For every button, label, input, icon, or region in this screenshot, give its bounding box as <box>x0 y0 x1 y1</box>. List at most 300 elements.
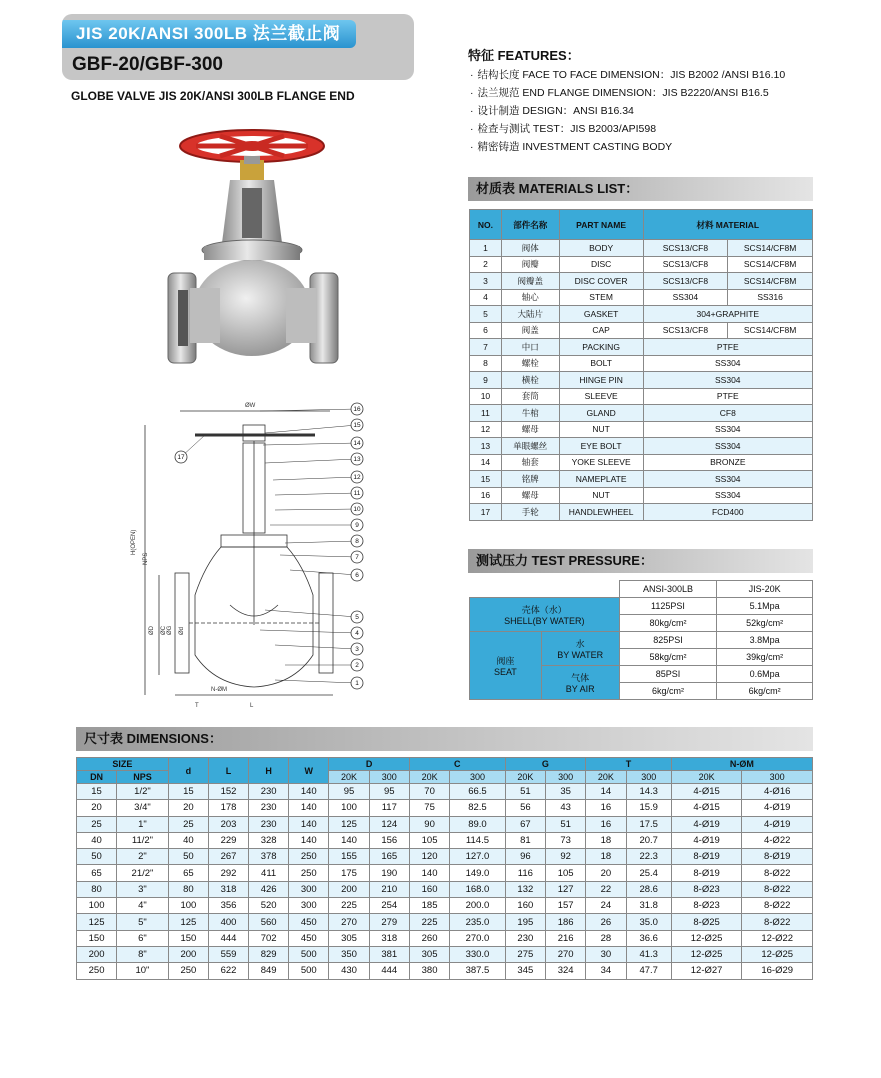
air-ansi-psi: 85PSI <box>619 666 717 683</box>
dim-cell: 100 <box>77 898 117 914</box>
dim-cell: 140 <box>289 832 329 848</box>
mat-material: PTFE <box>643 339 812 356</box>
dim-cell: 5" <box>117 914 169 930</box>
mat-part-name: BODY <box>559 240 643 257</box>
dim-cell: 28.6 <box>626 881 671 897</box>
dim-cell: 22 <box>586 881 626 897</box>
dim-cell: 51 <box>505 784 545 800</box>
mat-part-name: NUT <box>559 421 643 438</box>
mat-no: 13 <box>470 438 502 455</box>
col-w: W <box>289 758 329 784</box>
col-20k: 20K <box>586 771 626 784</box>
dim-cell: 849 <box>249 963 289 979</box>
dim-cell: 829 <box>249 946 289 962</box>
dim-cell: 1" <box>117 816 169 832</box>
dim-cell: 4-Ø19 <box>742 800 813 816</box>
col-l: L <box>208 758 248 784</box>
dim-cell: 125 <box>329 816 369 832</box>
dim-cell: 73 <box>546 832 586 848</box>
dim-cell: 127 <box>546 881 586 897</box>
dim-cell: 4" <box>117 898 169 914</box>
valve-photo <box>160 128 345 383</box>
dim-cell: 200.0 <box>450 898 505 914</box>
mat-part-name: PACKING <box>559 339 643 356</box>
water-ansi-kg: 58kg/cm² <box>619 649 717 666</box>
dim-cell: 400 <box>208 914 248 930</box>
col-20k: 20K <box>671 771 742 784</box>
table-row <box>470 355 813 372</box>
dim-cell: 8-Ø22 <box>742 898 813 914</box>
table-row <box>470 322 813 339</box>
dim-cell: 12-Ø22 <box>742 930 813 946</box>
dim-cell: 105 <box>409 832 449 848</box>
dim-cell: 250 <box>289 849 329 865</box>
dim-cell: 117 <box>369 800 409 816</box>
dim-cell: 50 <box>168 849 208 865</box>
dim-cell: 10" <box>117 963 169 979</box>
table-row <box>77 946 813 962</box>
col-h: H <box>249 758 289 784</box>
callout-number: 10 <box>353 506 361 514</box>
dim-cell: 3" <box>117 881 169 897</box>
mat-cn-name: 大陆片 <box>501 306 559 323</box>
feature-item: · 法兰规范 END FLANGE DIMENSION：JIS B2220/ANSI B16.5 <box>470 84 785 102</box>
callout-leader <box>265 459 357 463</box>
dim-cell: 28 <box>586 930 626 946</box>
shell-label: 壳体（水） SHELL(BY WATER) <box>470 598 620 632</box>
shell-ansi-psi: 1125PSI <box>619 598 717 615</box>
dim-cell: 12-Ø25 <box>742 946 813 962</box>
feature-item: · 设计制造 DESIGN：ANSI B16.34 <box>470 102 785 120</box>
dim-cell: 95 <box>369 784 409 800</box>
dim-cell: 430 <box>329 963 369 979</box>
dim-cell: 230 <box>249 816 289 832</box>
dim-cell: 20.7 <box>626 832 671 848</box>
dim-cell: 66.5 <box>450 784 505 800</box>
mat-material: SS304 <box>643 355 812 372</box>
mat-material: SCS14/CF8M <box>728 240 813 257</box>
mat-no: 4 <box>470 289 502 306</box>
dim-cell: 225 <box>409 914 449 930</box>
dim-cell: 8-Ø19 <box>671 849 742 865</box>
dim-cell: 345 <box>505 963 545 979</box>
dim-cell: 95 <box>329 784 369 800</box>
col-NM: N-ØM <box>671 758 812 771</box>
label-ow: ØW <box>245 403 256 409</box>
dim-cell: 124 <box>369 816 409 832</box>
dim-cell: 156 <box>369 832 409 848</box>
dim-cell: 12-Ø25 <box>671 946 742 962</box>
col-part: PART NAME <box>559 210 643 240</box>
dim-cell: 225 <box>329 898 369 914</box>
mat-material: SCS13/CF8 <box>643 273 728 290</box>
dim-cell: 90 <box>409 816 449 832</box>
dim-cell: 50 <box>77 849 117 865</box>
dim-cell: 67 <box>505 816 545 832</box>
table-row <box>470 421 813 438</box>
table-row <box>77 914 813 930</box>
dim-cell: 210 <box>369 881 409 897</box>
mat-cn-name: 轴心 <box>501 289 559 306</box>
dim-cell: 318 <box>369 930 409 946</box>
mat-material: CF8 <box>643 405 812 422</box>
dim-cell: 444 <box>208 930 248 946</box>
callout-leader <box>260 630 357 633</box>
mat-material: SS304 <box>643 438 812 455</box>
col-cn: 部件名称 <box>501 210 559 240</box>
dim-cell: 43 <box>546 800 586 816</box>
dim-cell: 559 <box>208 946 248 962</box>
mat-part-name: GASKET <box>559 306 643 323</box>
dim-cell: 203 <box>208 816 248 832</box>
dim-cell: 186 <box>546 914 586 930</box>
table-row <box>470 256 813 273</box>
col-20k: 20K <box>329 771 369 784</box>
callout-leader <box>265 425 357 433</box>
dim-cell: 51 <box>546 816 586 832</box>
dim-cell: 279 <box>369 914 409 930</box>
label-nm: N-ØM <box>211 687 227 693</box>
dim-cell: 356 <box>208 898 248 914</box>
dim-cell: 185 <box>409 898 449 914</box>
callout-number: 7 <box>355 554 359 562</box>
callout-leader <box>285 541 357 543</box>
col-20k: 20K <box>409 771 449 784</box>
mat-material: SS304 <box>643 372 812 389</box>
dim-cell: 8-Ø19 <box>742 849 813 865</box>
callout-leader <box>263 443 357 445</box>
dim-cell: 17.5 <box>626 816 671 832</box>
dim-cell: 31.8 <box>626 898 671 914</box>
dim-cell: 100 <box>329 800 369 816</box>
table-row <box>77 832 813 848</box>
mat-material: PTFE <box>643 388 812 405</box>
col-300: 300 <box>369 771 409 784</box>
callout-number: 6 <box>355 572 359 580</box>
product-subtitle: GLOBE VALVE JIS 20K/ANSI 300LB FLANGE END <box>71 89 355 103</box>
table-row <box>77 849 813 865</box>
dim-cell: 560 <box>249 914 289 930</box>
col-no: NO. <box>470 210 502 240</box>
dim-cell: 47.7 <box>626 963 671 979</box>
mat-part-name: NAMEPLATE <box>559 471 643 488</box>
callout-number: 11 <box>353 490 361 498</box>
mat-material: SCS14/CF8M <box>728 256 813 273</box>
mat-cn-name: 铭牌 <box>501 471 559 488</box>
mat-part-name: STEM <box>559 289 643 306</box>
mat-no: 12 <box>470 421 502 438</box>
col-300: 300 <box>626 771 671 784</box>
col-dn: DN <box>77 771 117 784</box>
table-row <box>470 240 813 257</box>
dim-cell: 2" <box>117 849 169 865</box>
dim-cell: 25 <box>77 816 117 832</box>
dim-cell: 12-Ø25 <box>671 930 742 946</box>
dim-cell: 324 <box>546 963 586 979</box>
table-row <box>470 471 813 488</box>
callout-leader <box>275 509 357 510</box>
table-row <box>470 405 813 422</box>
dim-cell: 20 <box>77 800 117 816</box>
dim-cell: 4-Ø22 <box>742 832 813 848</box>
mat-part-name: GLAND <box>559 405 643 422</box>
dim-cell: 15.9 <box>626 800 671 816</box>
dim-cell: 75 <box>409 800 449 816</box>
dim-cell: 8" <box>117 946 169 962</box>
dim-cell: 267 <box>208 849 248 865</box>
mat-no: 14 <box>470 454 502 471</box>
shell-jis-kg: 52kg/cm² <box>717 615 813 632</box>
label-l: L <box>250 703 254 709</box>
dim-cell: 1/2" <box>117 784 169 800</box>
mat-no: 16 <box>470 487 502 504</box>
dim-cell: 270.0 <box>450 930 505 946</box>
dim-cell: 270 <box>546 946 586 962</box>
mat-cn-name: 横栓 <box>501 372 559 389</box>
model-number: GBF-20/GBF-300 <box>72 54 223 75</box>
dim-cell: 270 <box>329 914 369 930</box>
mat-no: 11 <box>470 405 502 422</box>
dim-cell: 381 <box>369 946 409 962</box>
water-jis-mpa: 3.8Mpa <box>717 632 813 649</box>
table-row <box>77 784 813 800</box>
label-og: ØG <box>167 625 173 635</box>
dim-cell: 35.0 <box>626 914 671 930</box>
table-row <box>470 454 813 471</box>
dimensions-title: 尺寸表 DIMENSIONS： <box>76 727 813 751</box>
dim-cell: 8-Ø25 <box>671 914 742 930</box>
dim-cell: 15 <box>77 784 117 800</box>
test-title: 测试压力 TEST PRESSURE： <box>468 549 813 573</box>
features-title: 特征 FEATURES： <box>468 48 580 63</box>
callout-leader <box>265 610 357 617</box>
col-material: 材料 MATERIAL <box>643 210 812 240</box>
col-d: d <box>168 758 208 784</box>
dim-cell: 14.3 <box>626 784 671 800</box>
mat-no: 9 <box>470 372 502 389</box>
callout-number: 8 <box>355 538 359 546</box>
mat-cn-name: 中口 <box>501 339 559 356</box>
dim-cell: 16 <box>586 800 626 816</box>
dim-cell: 195 <box>505 914 545 930</box>
mat-part-name: CAP <box>559 322 643 339</box>
dim-cell: 387.5 <box>450 963 505 979</box>
mat-material: BRONZE <box>643 454 812 471</box>
dim-cell: 25.4 <box>626 865 671 881</box>
callout-number: 17 <box>177 454 185 462</box>
dim-cell: 100 <box>168 898 208 914</box>
dim-cell: 114.5 <box>450 832 505 848</box>
callout-number: 14 <box>353 440 361 448</box>
table-row <box>470 339 813 356</box>
dim-cell: 380 <box>409 963 449 979</box>
mat-material: 304+GRAPHITE <box>643 306 812 323</box>
dim-cell: 378 <box>249 849 289 865</box>
mat-cn-name: 手轮 <box>501 504 559 521</box>
mat-cn-name: 阀瓣 <box>501 256 559 273</box>
dim-cell: 18 <box>586 849 626 865</box>
label-oc: ØC <box>161 626 167 635</box>
label-od: ØD <box>149 626 155 635</box>
dim-cell: 165 <box>369 849 409 865</box>
dim-cell: 200 <box>168 946 208 962</box>
mat-material: SS304 <box>643 487 812 504</box>
mat-cn-name: 单眼螺丝 <box>501 438 559 455</box>
dim-cell: 500 <box>289 963 329 979</box>
callout-number: 2 <box>355 662 359 670</box>
mat-no: 17 <box>470 504 502 521</box>
col-G: G <box>505 758 586 771</box>
callout-leader <box>280 555 357 557</box>
dim-cell: 149.0 <box>450 865 505 881</box>
dim-cell: 140 <box>289 784 329 800</box>
dim-cell: 40 <box>168 832 208 848</box>
dim-cell: 132 <box>505 881 545 897</box>
dim-cell: 140 <box>409 865 449 881</box>
dim-cell: 56 <box>505 800 545 816</box>
feature-item: · 结构长度 FACE TO FACE DIMENSION：JIS B2002 /ANSI B16.10 <box>470 66 785 84</box>
dim-cell: 4-Ø15 <box>671 784 742 800</box>
valve-drawing <box>125 395 375 715</box>
mat-material: SCS14/CF8M <box>728 322 813 339</box>
mat-no: 2 <box>470 256 502 273</box>
mat-part-name: BOLT <box>559 355 643 372</box>
dim-cell: 702 <box>249 930 289 946</box>
label-nps: NPS <box>143 552 149 565</box>
dim-cell: 8-Ø22 <box>742 881 813 897</box>
col-size: SIZE <box>77 758 169 771</box>
dim-cell: 168.0 <box>450 881 505 897</box>
table-row <box>77 800 813 816</box>
air-jis-mpa: 0.6Mpa <box>717 666 813 683</box>
callout-number: 15 <box>353 422 361 430</box>
dim-cell: 20 <box>586 865 626 881</box>
mat-no: 7 <box>470 339 502 356</box>
table-row <box>77 963 813 979</box>
dim-cell: 622 <box>208 963 248 979</box>
mat-no: 15 <box>470 471 502 488</box>
dim-cell: 65 <box>168 865 208 881</box>
dim-cell: 292 <box>208 865 248 881</box>
mat-cn-name: 螺母 <box>501 487 559 504</box>
dim-cell: 25 <box>168 816 208 832</box>
label-odd: Ød <box>179 626 185 635</box>
dim-cell: 24 <box>586 898 626 914</box>
dim-cell: 125 <box>77 914 117 930</box>
col-D: D <box>329 758 410 771</box>
mat-material: SS304 <box>643 471 812 488</box>
dim-cell: 82.5 <box>450 800 505 816</box>
table-row <box>77 930 813 946</box>
mat-material: SS304 <box>643 289 728 306</box>
callout-number: 5 <box>355 614 359 622</box>
col-ansi: ANSI-300LB <box>619 581 717 598</box>
dim-cell: 127.0 <box>450 849 505 865</box>
callout-leader <box>273 477 357 480</box>
water-ansi-psi: 825PSI <box>619 632 717 649</box>
dim-cell: 450 <box>289 914 329 930</box>
dim-cell: 140 <box>289 816 329 832</box>
dim-cell: 426 <box>249 881 289 897</box>
dim-cell: 12-Ø27 <box>671 963 742 979</box>
dim-cell: 8-Ø19 <box>671 865 742 881</box>
dim-cell: 230 <box>249 784 289 800</box>
mat-cn-name: 牛棺 <box>501 405 559 422</box>
mat-part-name: DISC <box>559 256 643 273</box>
dim-cell: 190 <box>369 865 409 881</box>
table-row <box>470 306 813 323</box>
mat-material: FCD400 <box>643 504 812 521</box>
shell-jis-mpa: 5.1Mpa <box>717 598 813 615</box>
dim-cell: 92 <box>546 849 586 865</box>
dim-cell: 80 <box>77 881 117 897</box>
col-C: C <box>409 758 505 771</box>
dim-cell: 230 <box>505 930 545 946</box>
dim-cell: 11/2" <box>117 832 169 848</box>
dim-cell: 160 <box>409 881 449 897</box>
mat-part-name: HANDLEWHEEL <box>559 504 643 521</box>
callout-number: 16 <box>353 406 361 414</box>
air-label: 气体 BY AIR <box>541 666 619 700</box>
dim-cell: 330.0 <box>450 946 505 962</box>
mat-cn-name: 阀瓣盖 <box>501 273 559 290</box>
dim-cell: 4-Ø16 <box>742 784 813 800</box>
mat-cn-name: 螺母 <box>501 421 559 438</box>
mat-cn-name: 轴套 <box>501 454 559 471</box>
dim-cell: 140 <box>289 800 329 816</box>
table-row <box>470 438 813 455</box>
dim-cell: 14 <box>586 784 626 800</box>
callout-leader <box>275 493 357 495</box>
col-300: 300 <box>546 771 586 784</box>
dim-cell: 520 <box>249 898 289 914</box>
dim-cell: 34 <box>586 963 626 979</box>
dim-cell: 160 <box>505 898 545 914</box>
mat-material: SS304 <box>643 421 812 438</box>
dim-cell: 200 <box>77 946 117 962</box>
feature-item: · 精密铸造 INVESTMENT CASTING BODY <box>470 138 785 156</box>
water-jis-kg: 39kg/cm² <box>717 649 813 666</box>
dim-cell: 250 <box>168 963 208 979</box>
mat-part-name: HINGE PIN <box>559 372 643 389</box>
mat-material: SCS13/CF8 <box>643 256 728 273</box>
dim-cell: 300 <box>289 898 329 914</box>
callout-number: 3 <box>355 646 359 654</box>
dim-cell: 155 <box>329 849 369 865</box>
mat-cn-name: 套筒 <box>501 388 559 405</box>
callout-leader <box>275 680 357 683</box>
dim-cell: 20 <box>168 800 208 816</box>
mat-material: SCS13/CF8 <box>643 322 728 339</box>
table-row <box>77 816 813 832</box>
mat-part-name: DISC COVER <box>559 273 643 290</box>
mat-cn-name: 螺栓 <box>501 355 559 372</box>
mat-part-name: NUT <box>559 487 643 504</box>
col-T: T <box>586 758 672 771</box>
features-list <box>470 66 785 156</box>
dim-cell: 70 <box>409 784 449 800</box>
seat-label: 阀座 SEAT <box>470 632 542 700</box>
dim-cell: 235.0 <box>450 914 505 930</box>
dim-cell: 318 <box>208 881 248 897</box>
materials-table <box>469 209 813 521</box>
mat-cn-name: 阀盖 <box>501 322 559 339</box>
table-row <box>470 487 813 504</box>
callout-number: 13 <box>353 456 361 464</box>
table-row <box>470 273 813 290</box>
dim-cell: 22.3 <box>626 849 671 865</box>
dim-cell: 8-Ø22 <box>742 914 813 930</box>
